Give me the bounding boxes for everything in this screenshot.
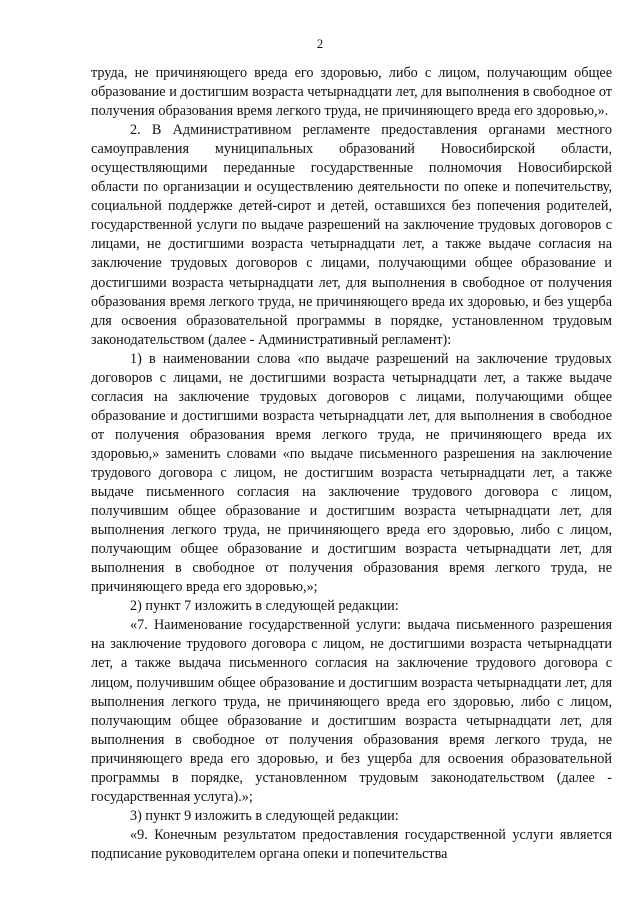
paragraph-subitem-1: 1) в наименовании слова «по выдаче разрешений на заключение трудовых договоров с лицами, не достигшими возраста четырнадцати лет, а также выдаче согласия на заключение трудовых договоров с лицами, получающими общее образование и достигшими возраста четырнадцати лет, для выполнения в свободное от получения образования время легкого труда, не причиняющего вреда их здоровью,» заменить словами «по выдаче письменного разрешения на заключение трудового договора с лицом, не достигшим возраста четырнадцати лет, а также выдаче письменного согласия на заключение трудового договора с лицом, получившим общее образование и достигшим возраста четырнадцати лет, для выполнения легкого труда, не причиняющего вреда его здоровью, либо с лицом, получающим общее образование и достигшим возраста четырнадцати лет, для выполнения в свободное от получения образования время легкого труда, не причиняющего вреда его здоровью,»; (91, 350, 612, 596)
paragraph-clause-9: «9. Конечным результатом предоставления государственной услуги является подписание руководителем органа опеки и попечительства (91, 826, 612, 862)
document-body (91, 64, 612, 864)
page-number: 2 (316, 36, 324, 51)
paragraph-item-2: 2. В Административном регламенте предоставления органами местного самоуправления муниципальных образований Новосибирской области, осуществляющими переданные государственные полномочия Новосибирской области по организации и осуществлению деятельности по опеке и попечительству, социальной поддержке детей-сирот и детей, оставшихся без попечения родителей, государственной услуги по выдаче разрешений на заключение трудовых договоров с лицами, не достигшими возраста четырнадцати лет, а также выдаче согласия на заключение трудовых договоров с лицами, получающими общее образование и достигшими возраста четырнадцати лет, для выполнения в свободное от получения образования время легкого труда, не причиняющего вреда их здоровью, и без ущерба для освоения образовательной программы в порядке, установленном трудовым законодательством (далее - Административный регламент): (91, 122, 612, 348)
paragraph-clause-7: «7. Наименование государственной услуги: выдача письменного разрешения на заключение трудового договора с лицом, не достигшими возраста четырнадцати лет, а также выдача письменного согласия на заключение трудового договора с лицом, получившим общее образование и достигшим возраста четырнадцати лет, для выполнения легкого труда, не причиняющего вреда его здоровью, либо с лицом, получающим общее образование и достигшим возраста четырнадцати лет, для выполнения в свободное от получения образования время легкого труда, не причиняющего вреда его здоровью, и без ущерба для освоения образовательной программы в порядке, установленном трудовым законодательством (далее - государственная услуга).»; (91, 617, 612, 805)
paragraph-subitem-2: 2) пункт 7 изложить в следующей редакции: (130, 598, 399, 615)
paragraph-subitem-3: 3) пункт 9 изложить в следующей редакции: (130, 807, 399, 824)
paragraph-continuation: труда, не причиняющего вреда его здоровью, либо с лицом, получающим общее образование и достигшим возраста четырнадцати лет, для выполнения в свободное от получения образования время легкого труда, не причиняющего вреда его здоровью,». (91, 65, 612, 120)
